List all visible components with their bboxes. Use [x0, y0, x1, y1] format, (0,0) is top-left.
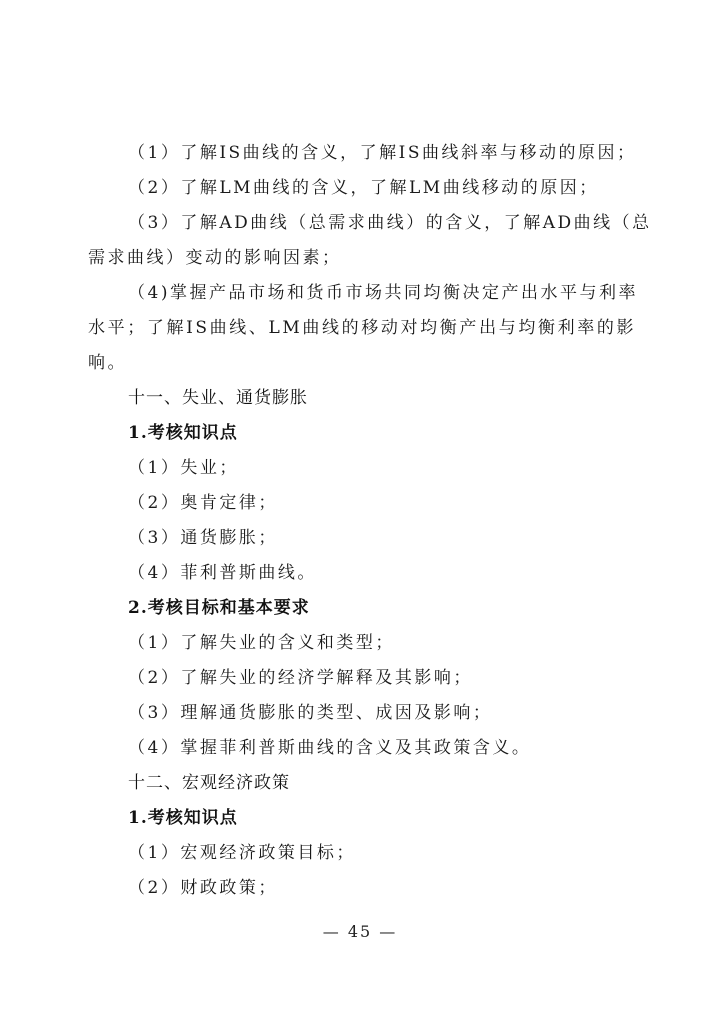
paragraph-ad-curve-line2: 需求曲线）变动的影响因素； — [88, 248, 342, 268]
paragraph-lm-curve: （2）了解LM曲线的含义，了解LM曲线移动的原因； — [128, 178, 599, 198]
list-item: （4）掌握菲利普斯曲线的含义及其政策含义。 — [128, 738, 532, 758]
page-number: — 45 — — [322, 922, 398, 941]
paragraph-is-curve: （1）了解IS曲线的含义，了解IS曲线斜率与移动的原因； — [128, 143, 637, 163]
list-item: （1）宏观经济政策目标； — [128, 843, 356, 863]
section-heading-macro-policy: 十二、宏观经济政策 — [128, 773, 290, 793]
paragraph-equilibrium-line1: （4)掌握产品市场和货币市场共同均衡决定产出水平与利率 — [128, 283, 638, 303]
subheading-knowledge-points: 1.考核知识点 — [128, 423, 238, 443]
paragraph-ad-curve-line1: （3）了解AD曲线（总需求曲线）的含义，了解AD曲线（总 — [128, 213, 652, 233]
section-heading-unemployment: 十一、失业、通货膨胀 — [128, 388, 308, 408]
list-item: （4）菲利普斯曲线。 — [128, 563, 317, 583]
paragraph-equilibrium-line3: 响。 — [88, 353, 127, 373]
list-item: （2）了解失业的经济学解释及其影响； — [128, 668, 473, 688]
page-content — [88, 136, 652, 906]
subheading-objectives: 2.考核目标和基本要求 — [128, 598, 310, 618]
list-item: （3）理解通货膨胀的类型、成因及影响； — [128, 703, 493, 723]
list-item: （1）了解失业的含义和类型； — [128, 633, 395, 653]
list-item: （2）奥肯定律； — [128, 493, 278, 513]
list-item: （2）财政政策； — [128, 878, 278, 898]
list-item: （3）通货膨胀； — [128, 528, 278, 548]
list-item: （1）失业； — [128, 458, 239, 478]
subheading-knowledge-points: 1.考核知识点 — [128, 808, 238, 828]
paragraph-equilibrium-line2: 水平；了解IS曲线、LM曲线的移动对均衡产出与均衡利率的影 — [88, 318, 636, 338]
